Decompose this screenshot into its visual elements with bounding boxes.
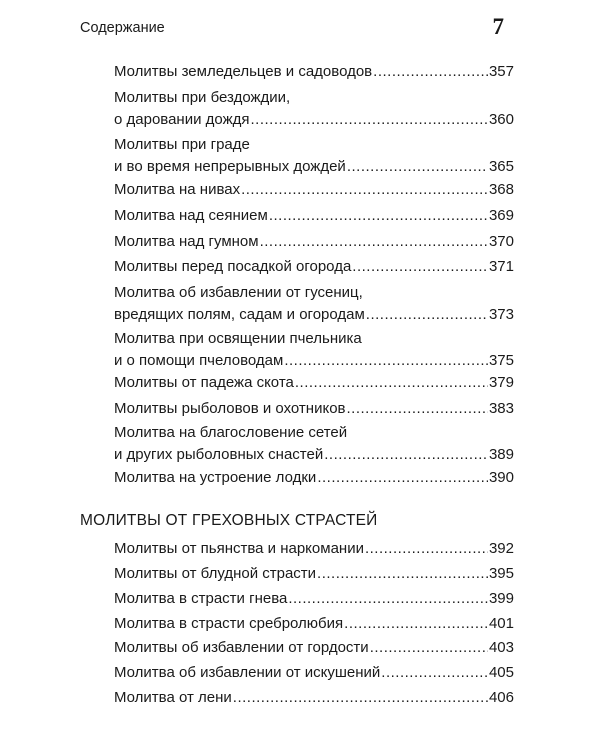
dot-leader bbox=[250, 109, 487, 131]
toc-entry bbox=[114, 134, 514, 178]
toc-entry bbox=[114, 422, 514, 466]
toc-entry-title: Молитва в страсти гнева bbox=[114, 590, 288, 607]
dot-leader bbox=[241, 179, 488, 201]
toc-entry-page: 379 bbox=[488, 374, 514, 391]
dot-leader bbox=[288, 588, 488, 610]
dot-leader bbox=[370, 637, 488, 659]
toc-entry-title: Молитвы от пьянства и наркомании bbox=[114, 540, 364, 557]
toc-entry-title: Молитва на нивах bbox=[114, 181, 241, 198]
toc-entry bbox=[114, 87, 514, 131]
toc-entry-title-cont: вредящих полям, садам и огородам bbox=[114, 306, 365, 323]
dot-leader bbox=[324, 444, 488, 466]
toc-entry-page: 383 bbox=[488, 400, 514, 417]
toc-entry-page: 373 bbox=[488, 306, 514, 323]
toc-entry-title-cont: и других рыболовных снастей bbox=[114, 446, 324, 463]
toc-entry bbox=[114, 372, 514, 394]
toc-entry bbox=[114, 637, 514, 659]
toc-entry-page: 389 bbox=[488, 446, 514, 463]
dot-leader bbox=[366, 304, 488, 326]
toc-entry-title: Молитва от лени bbox=[114, 689, 232, 706]
dot-leader bbox=[373, 61, 488, 83]
toc-entry-title: Молитва об избавлении от гусениц, bbox=[114, 284, 363, 301]
toc-entry-page: 405 bbox=[488, 664, 514, 681]
toc-entry-page: 392 bbox=[488, 540, 514, 557]
toc-entry-title: Молитвы от падежа скота bbox=[114, 374, 294, 391]
toc-entry-title: Молитвы об избавлении от гордости bbox=[114, 639, 369, 656]
dot-leader bbox=[317, 467, 488, 489]
toc-entry bbox=[114, 256, 514, 278]
toc-entry-page: 357 bbox=[488, 63, 514, 80]
toc-entry-title: Молитвы перед посадкой огорода bbox=[114, 258, 352, 275]
toc-entry-page: 406 bbox=[488, 689, 514, 706]
toc-entry-page: 375 bbox=[488, 352, 514, 369]
toc-entry bbox=[114, 467, 514, 489]
toc-entry bbox=[114, 538, 514, 560]
dot-leader bbox=[352, 256, 488, 278]
toc-entry-page: 369 bbox=[488, 207, 514, 224]
toc-entry bbox=[114, 687, 514, 709]
toc-entry-title-cont: и во время непрерывных дождей bbox=[114, 158, 346, 175]
toc-entry bbox=[114, 231, 514, 253]
dot-leader bbox=[233, 687, 488, 709]
dot-leader bbox=[284, 350, 488, 372]
toc-entry bbox=[114, 328, 514, 372]
toc-entry-title-cont: и о помощи пчеловодам bbox=[114, 352, 284, 369]
toc-entry-page: 368 bbox=[488, 181, 514, 198]
toc-entry-page: 360 bbox=[488, 111, 514, 128]
toc-entry-title: Молитва на устроение лодки bbox=[114, 469, 317, 486]
toc-entry-page: 370 bbox=[488, 233, 514, 250]
section-heading: МОЛИТВЫ ОТ ГРЕХОВНЫХ СТРАСТЕЙ bbox=[80, 512, 378, 529]
toc-entry-title: Молитвы от блудной страсти bbox=[114, 565, 317, 582]
dot-leader bbox=[260, 231, 488, 253]
toc-entry bbox=[114, 61, 514, 83]
toc-entry-title-cont: о даровании дождя bbox=[114, 111, 250, 128]
dot-leader bbox=[269, 205, 488, 227]
toc-entry bbox=[114, 179, 514, 201]
toc-entry-title: Молитвы при бездождии, bbox=[114, 89, 291, 106]
toc-entry-title: Молитва в страсти сребролюбия bbox=[114, 615, 344, 632]
toc-entry-title: Молитвы земледельцев и садоводов bbox=[114, 63, 373, 80]
toc-entry bbox=[114, 588, 514, 610]
dot-leader bbox=[381, 662, 488, 684]
toc-entry-page: 403 bbox=[488, 639, 514, 656]
toc-entry-title: Молитвы при граде bbox=[114, 136, 250, 153]
toc-entry-title: Молитва на благословение сетей bbox=[114, 424, 348, 441]
toc-entry bbox=[114, 662, 514, 684]
toc-entry-page: 371 bbox=[488, 258, 514, 275]
toc-entry-page: 365 bbox=[488, 158, 514, 175]
toc-entry bbox=[114, 563, 514, 585]
toc-entry bbox=[114, 205, 514, 227]
page-number: 7 bbox=[492, 14, 504, 39]
toc-entry-title: Молитва об избавлении от искушений bbox=[114, 664, 381, 681]
toc-entry bbox=[114, 613, 514, 635]
toc-entry bbox=[114, 398, 514, 420]
dot-leader bbox=[295, 372, 488, 394]
dot-leader bbox=[365, 538, 488, 560]
toc-entry-title: Молитвы рыболовов и охотников bbox=[114, 400, 346, 417]
toc-entry-title: Молитва при освящении пчельника bbox=[114, 330, 362, 347]
dot-leader bbox=[347, 398, 488, 420]
toc-entry-page: 395 bbox=[488, 565, 514, 582]
dot-leader bbox=[344, 613, 488, 635]
dot-leader bbox=[317, 563, 488, 585]
dot-leader bbox=[347, 156, 488, 178]
toc-entry-page: 390 bbox=[488, 469, 514, 486]
toc-entry-page: 401 bbox=[488, 615, 514, 632]
toc-entry-page: 399 bbox=[488, 590, 514, 607]
running-title: Содержание bbox=[80, 20, 165, 36]
toc-entry bbox=[114, 282, 514, 326]
toc-entry-title: Молитва над гумном bbox=[114, 233, 259, 250]
toc-entry-title: Молитва над сеянием bbox=[114, 207, 268, 224]
